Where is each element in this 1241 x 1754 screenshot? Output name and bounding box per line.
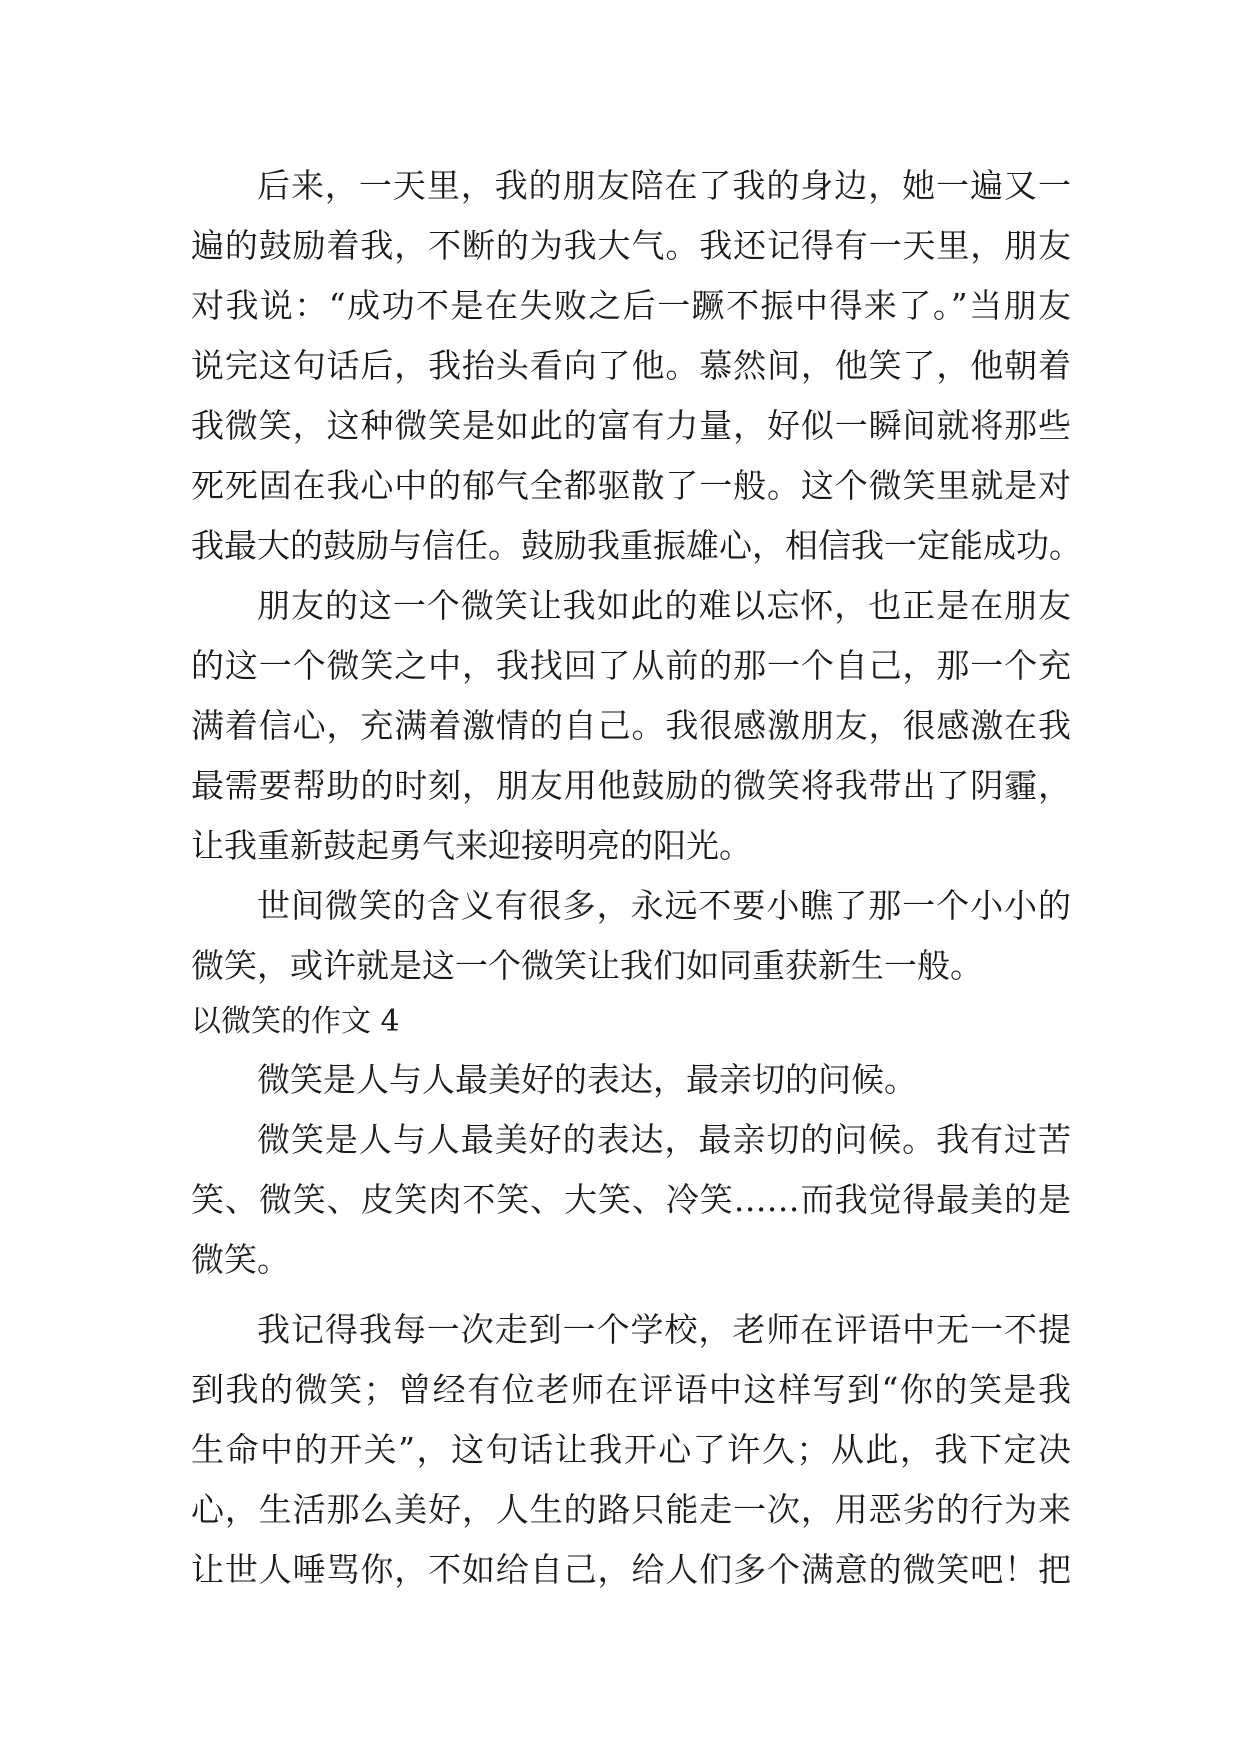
text-line: 说完这句话后，我抬头看向了他。慕然间，他笑了，他朝着: [191, 346, 1071, 385]
text-line: 的这一个微笑之中，我找回了从前的那一个自己，那一个充: [191, 646, 1071, 685]
text-line: 心，生活那么美好，人生的路只能走一次，用恶劣的行为来: [191, 1490, 1071, 1529]
text-line: 让我重新鼓起勇气来迎接明亮的阳光。: [191, 826, 752, 865]
text-line: 让世人唾骂你，不如给自己，给人们多个满意的微笑吧！把: [191, 1550, 1071, 1589]
text-line: 对我说：“成功不是在失败之后一蹶不振中得来了。”当朋友: [191, 286, 1071, 325]
text-line: 我最大的鼓励与信任。鼓励我重振雄心，相信我一定能成功。: [191, 526, 1082, 565]
text-line: 后来，一天里，我的朋友陪在了我的身边，她一遍又一: [257, 166, 1071, 205]
text-line: 笑、微笑、皮笑肉不笑、大笑、冷笑……而我觉得最美的是: [191, 1180, 1071, 1219]
text-line: 世间微笑的含义有很多，永远不要小瞧了那一个小小的: [257, 886, 1071, 925]
text-line: 朋友的这一个微笑让我如此的难以忘怀，也正是在朋友: [257, 586, 1071, 625]
text-line: 微笑，或许就是这一个微笑让我们如同重获新生一般。: [191, 946, 983, 985]
text-line: 我记得我每一次走到一个学校，老师在评语中无一不提: [257, 1310, 1071, 1349]
text-line: 我微笑，这种微笑是如此的富有力量，好似一瞬间就将那些: [191, 406, 1071, 445]
text-line: 微笑是人与人最美好的表达，最亲切的问候。: [257, 1060, 917, 1099]
text-line: 死死固在我心中的郁气全都驱散了一般。这个微笑里就是对: [191, 466, 1071, 505]
text-line: 到我的微笑；曾经有位老师在评语中这样写到“你的笑是我: [191, 1370, 1071, 1409]
text-line: 微笑是人与人最美好的表达，最亲切的问候。我有过苦: [257, 1120, 1071, 1159]
text-line: 满着信心，充满着激情的自己。我很感激朋友，很感激在我: [191, 706, 1071, 745]
text-line: 微笑。: [191, 1240, 290, 1279]
text-line: 遍的鼓励着我，不断的为我大气。我还记得有一天里，朋友: [191, 226, 1071, 265]
text-line: 生命中的开关”，这句话让我开心了许久；从此，我下定决: [191, 1430, 1071, 1469]
text-line: 最需要帮助的时刻，朋友用他鼓励的微笑将我带出了阴霾，: [191, 766, 1071, 805]
section-heading: 以微笑的作文 4: [191, 1004, 400, 1039]
